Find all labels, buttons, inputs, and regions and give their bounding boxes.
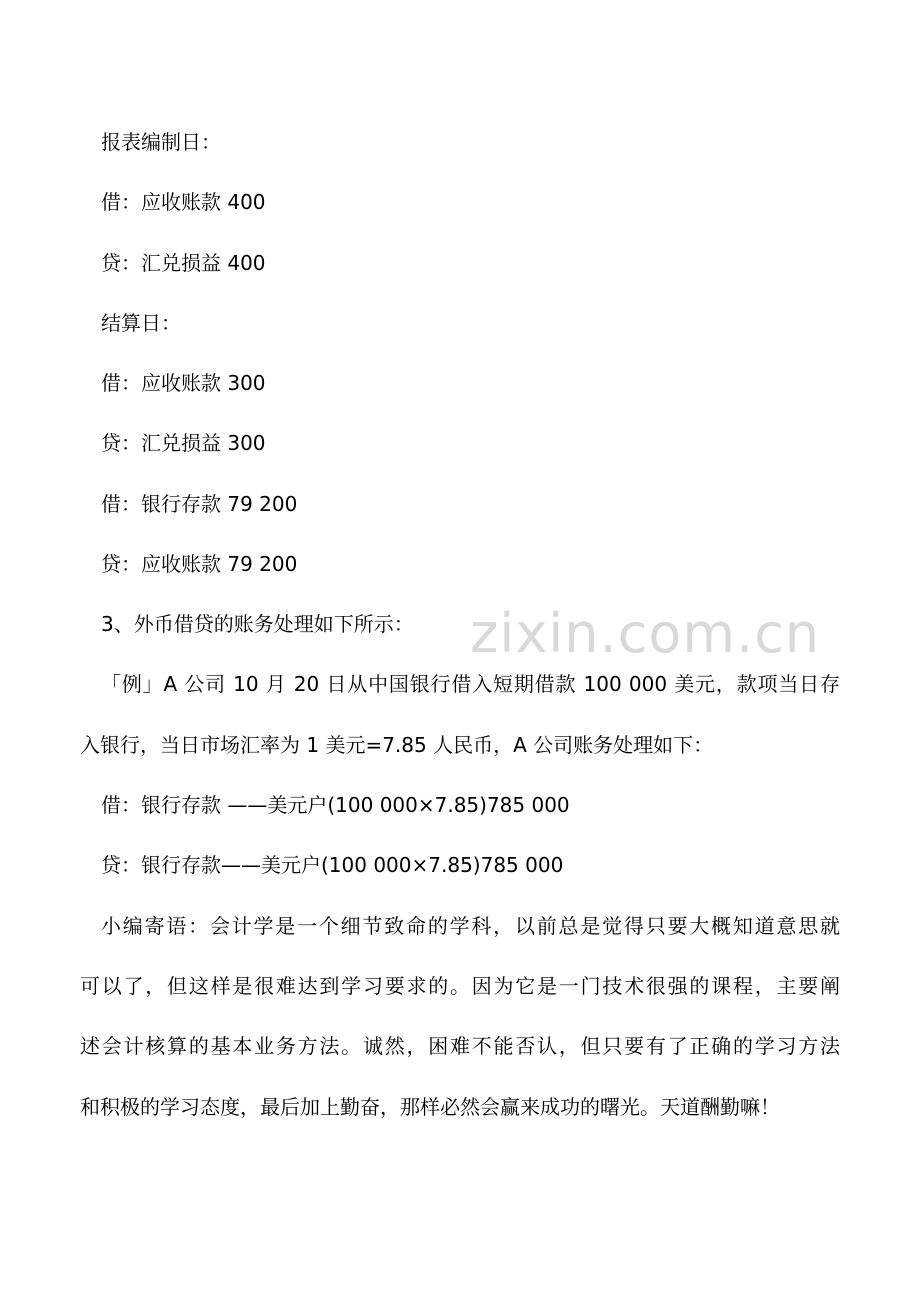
example-paragraph-line-1: 「例」A 公司 10 月 20 日从中国银行借入短期借款 100 000 美元，款项当日存 bbox=[101, 672, 840, 696]
report-credit-entry: 贷：汇兑损益 400 bbox=[101, 251, 266, 275]
example-debit-entry: 借：银行存款 ——美元户(100 000×7.85)785 000 bbox=[101, 793, 570, 817]
settlement-credit-entry-1: 贷：汇兑损益 300 bbox=[101, 431, 266, 455]
editor-note-line-1: 小编寄语：会计学是一个细节致命的学科，以前总是觉得只要大概知道意思就 bbox=[101, 914, 840, 938]
example-paragraph-line-2: 入银行，当日市场汇率为 1 美元=7.85 人民币，A 公司账务处理如下： bbox=[80, 733, 714, 757]
report-debit-entry: 借：应收账款 400 bbox=[101, 190, 266, 214]
example-credit-entry: 贷：银行存款——美元户(100 000×7.85)785 000 bbox=[101, 853, 564, 877]
settlement-debit-entry-2: 借：银行存款 79 200 bbox=[101, 492, 298, 516]
watermark: zixin.com.cn bbox=[470, 602, 821, 665]
report-date-heading: 报表编制日： bbox=[101, 130, 221, 154]
editor-note-line-4: 和积极的学习态度，最后加上勤奋，那样必然会赢来成功的曙光。天道酬勤嘛！ bbox=[80, 1095, 780, 1119]
editor-note-line-3: 述会计核算的基本业务方法。诚然，困难不能否认，但只要有了正确的学习方法 bbox=[80, 1034, 840, 1058]
settlement-debit-entry-1: 借：应收账款 300 bbox=[101, 371, 266, 395]
settlement-credit-entry-2: 贷：应收账款 79 200 bbox=[101, 552, 298, 576]
editor-note-line-2: 可以了，但这样是很难达到学习要求的。因为它是一门技术很强的课程，主要阐 bbox=[80, 974, 840, 998]
settlement-heading: 结算日： bbox=[101, 311, 181, 335]
section-3-heading: 3、外币借贷的账务处理如下所示： bbox=[101, 612, 414, 636]
